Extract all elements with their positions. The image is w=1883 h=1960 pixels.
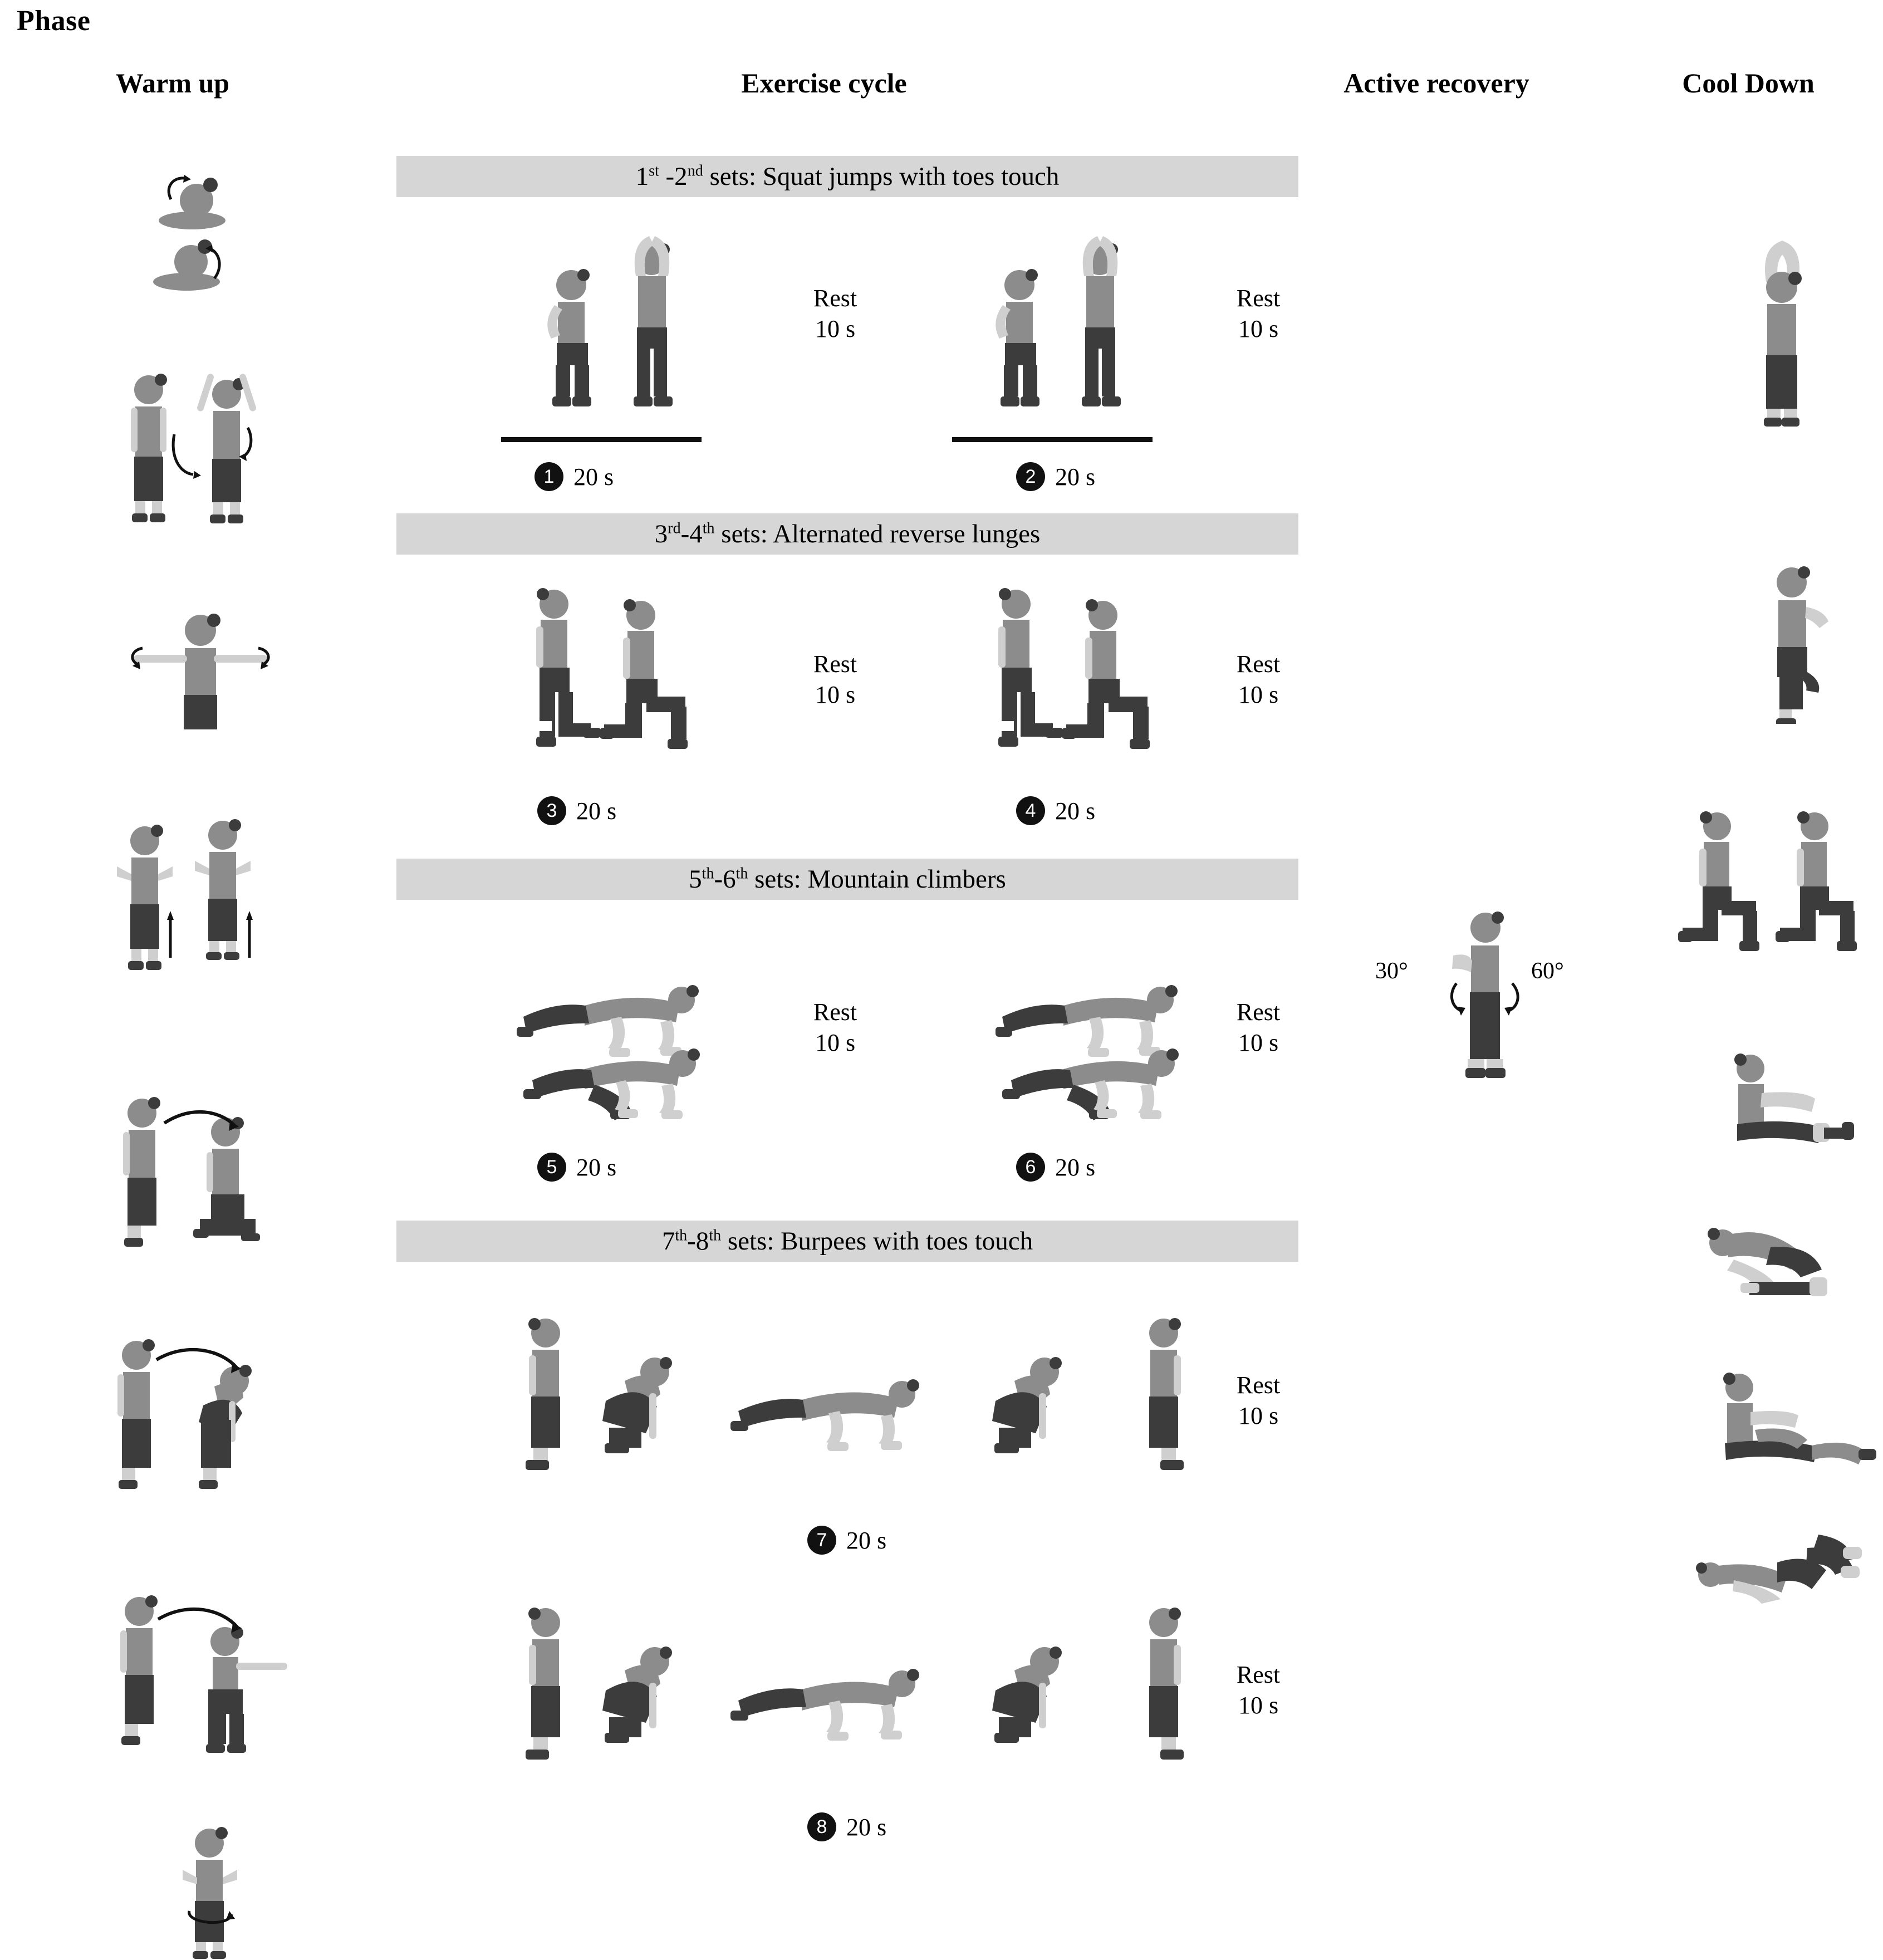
figure-arm-circles-overhead — [109, 367, 292, 546]
rest-label-4 — [1203, 649, 1314, 710]
set-bar-3-4-text: 3rd-4th sets: Alternated reverse lunges — [654, 520, 1041, 548]
rest-label-1 — [779, 283, 891, 344]
set-bar-3-4 — [396, 513, 1298, 555]
figure-overhead-arm-stretch — [1715, 234, 1854, 429]
set-badge-5: 5 — [537, 1153, 566, 1182]
rest-text-6: Rest — [1236, 998, 1281, 1026]
set-duration-3: 20 s — [576, 797, 617, 825]
figure-mountain-climber-rep-5 — [501, 963, 735, 1175]
figure-shoulder-rotation — [111, 607, 290, 735]
set-marker-5 — [537, 1153, 616, 1182]
set-marker-3 — [537, 796, 616, 825]
angle-label-left: 30° — [1375, 958, 1408, 984]
rest-label-7 — [1203, 1370, 1314, 1431]
rest-label-6 — [1203, 997, 1314, 1058]
set-duration-5: 20 s — [576, 1153, 617, 1181]
figure-squat-jump-rep-2 — [972, 223, 1161, 445]
rest-text-8: Rest — [1236, 1661, 1281, 1688]
figure-standing-quad-stretch — [1732, 557, 1860, 724]
rest-text-7: Rest — [1236, 1371, 1281, 1399]
set-badge-8: 8 — [807, 1812, 836, 1841]
set-duration-1: 20 s — [573, 463, 614, 491]
rest-value-8: 10 s — [1238, 1692, 1279, 1719]
set-bar-1-2-text: 1st -2nd sets: Squat jumps with toes touch — [635, 162, 1060, 191]
set-duration-8: 20 s — [846, 1813, 887, 1841]
rest-value-2: 10 s — [1238, 315, 1279, 342]
figure-lying-glute-stretch — [1676, 1515, 1876, 1615]
set-bar-5-6-text: 5th-6th sets: Mountain climbers — [689, 865, 1006, 894]
figure-childs-pose — [1687, 1208, 1876, 1309]
figure-seated-side-stretch — [1693, 1364, 1882, 1487]
set-bar-7-8 — [396, 1221, 1298, 1262]
set-marker-7 — [807, 1526, 886, 1555]
figure-seated-hamstring-stretch — [1704, 1044, 1882, 1172]
set-marker-1 — [535, 462, 614, 491]
set-duration-7: 20 s — [846, 1526, 887, 1554]
set-badge-7: 7 — [807, 1526, 836, 1555]
figure-standing-forward-bend — [97, 1331, 298, 1498]
set-bar-7-8-text: 7th-8th sets: Burpees with toes touch — [661, 1227, 1033, 1256]
set-marker-8 — [807, 1812, 886, 1841]
rest-label-8 — [1203, 1659, 1314, 1721]
figure-kneeling-lunge-stretch — [1670, 802, 1876, 969]
rest-text-2: Rest — [1236, 285, 1281, 312]
column-header-exercise-cycle: Exercise cycle — [741, 67, 907, 99]
figure-mountain-climber-rep-6 — [980, 963, 1214, 1175]
rest-text-5: Rest — [813, 998, 857, 1026]
rest-value-4: 10 s — [1238, 681, 1279, 708]
rest-text-1: Rest — [813, 285, 857, 312]
set-marker-4 — [1016, 796, 1095, 825]
rest-label-3 — [779, 649, 891, 710]
rest-label-2 — [1203, 283, 1314, 344]
figure-squat-jump-rep-1 — [523, 223, 713, 445]
rest-value-6: 10 s — [1238, 1029, 1279, 1056]
rest-value-7: 10 s — [1238, 1402, 1279, 1429]
set-badge-3: 3 — [537, 796, 566, 825]
figure-standing-trunk-rotation — [1414, 902, 1559, 1086]
set-marker-6 — [1016, 1153, 1095, 1182]
angle-label-right: 60° — [1531, 958, 1564, 984]
rest-value-1: 10 s — [815, 315, 856, 342]
figure-burpee-sequence-rep-8 — [496, 1581, 1230, 1815]
set-badge-2: 2 — [1016, 462, 1045, 491]
column-header-cool-down: Cool Down — [1682, 67, 1815, 99]
rest-text-4: Rest — [1236, 650, 1281, 678]
column-header-warm-up: Warm up — [115, 67, 230, 99]
figure-kneeling-hip-stretch — [103, 1089, 298, 1261]
figure-reverse-lunge-rep-4 — [972, 582, 1205, 793]
rest-text-3: Rest — [813, 650, 857, 678]
rest-value-5: 10 s — [815, 1029, 856, 1056]
set-bar-1-2 — [396, 156, 1298, 197]
ground-line-rep-1 — [501, 437, 702, 442]
set-badge-1: 1 — [535, 462, 563, 491]
set-badge-4: 4 — [1016, 796, 1045, 825]
column-header-active-recovery: Active recovery — [1343, 67, 1529, 99]
figure-neck-rotation — [131, 167, 253, 334]
figure-hip-raises-heel-lifts — [106, 819, 295, 986]
rest-label-5 — [779, 997, 891, 1058]
set-duration-2: 20 s — [1055, 463, 1096, 491]
set-badge-6: 6 — [1016, 1153, 1045, 1182]
figure-burpee-sequence-rep-7 — [496, 1292, 1230, 1526]
ground-line-rep-2 — [952, 437, 1153, 442]
figure-hip-circles — [156, 1821, 267, 1960]
figure-squat-with-arm-reach — [100, 1587, 301, 1754]
set-marker-2 — [1016, 462, 1095, 491]
figure-reverse-lunge-rep-3 — [509, 582, 743, 793]
set-duration-6: 20 s — [1055, 1153, 1096, 1181]
set-duration-4: 20 s — [1055, 797, 1096, 825]
set-bar-5-6 — [396, 859, 1298, 900]
rest-value-3: 10 s — [815, 681, 856, 708]
page-title: Phase — [17, 5, 91, 37]
